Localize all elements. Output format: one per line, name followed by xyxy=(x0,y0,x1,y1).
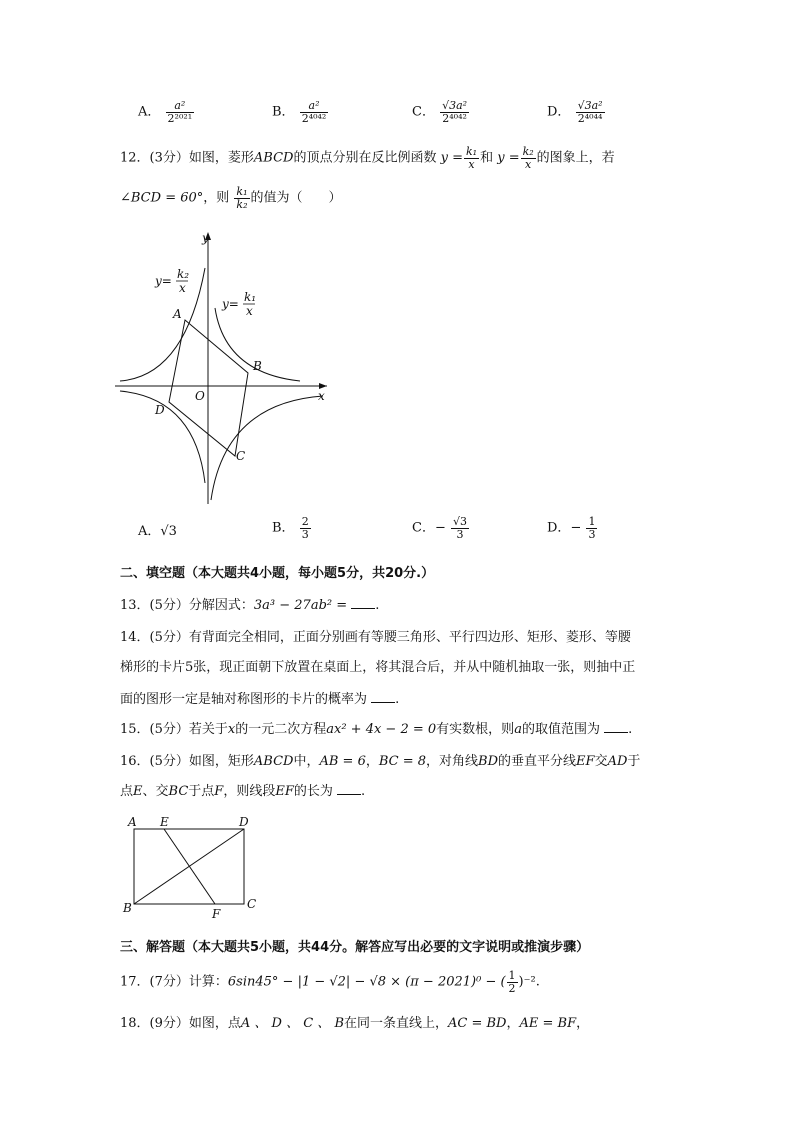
label-a: A xyxy=(128,815,137,829)
q13-answer-blank[interactable] xyxy=(351,597,375,609)
q14-answer-blank[interactable] xyxy=(371,691,395,703)
label-c: C xyxy=(247,897,257,911)
q11-option-b: B． $\frac{\text{a²}}{\text{2⁴⁰⁴²}}$ xyxy=(272,99,327,125)
q17: 17．(7分）计算：6sin45° − |1 − √2| − √8 × (π − 2021)⁰ − ( $\frac{1}{2}$ )⁻². xyxy=(120,969,540,995)
segment-ef xyxy=(164,829,215,904)
q14-line3: 面的图形一定是轴对称图形的卡片的概率为 . xyxy=(120,692,400,707)
label-y: y xyxy=(202,231,209,245)
q16-figure xyxy=(118,812,268,922)
section-2-heading: 二、填空题（本大题共4小题，每小题5分，共20分.） xyxy=(120,566,435,581)
q12-line2: ∠BCD = 60°，则 $\frac{\text{k₁}}{\text{k₂}}$ 的值为（ ） xyxy=(120,185,342,211)
q15: 15．(5分）若关于x的一元二次方程ax² + 4x − 2 = 0有实数根，则a的取值范围为 . xyxy=(120,722,633,737)
curve-label-2-num: k₁ xyxy=(244,290,257,304)
label-o: O xyxy=(195,389,205,403)
label-d: D xyxy=(155,403,165,417)
q12-option-b: B． $\frac{2}{3}$ xyxy=(272,515,309,541)
label-c: C xyxy=(236,449,246,463)
label-a: A xyxy=(173,307,182,321)
section-3-heading: 三、解答题（本大题共5小题，共44分。解答应写出必要的文字说明或推演步骤） xyxy=(120,940,590,955)
q11-option-c: C． $\frac{\text{√3a²}}{\text{2⁴⁰⁴²}}$ xyxy=(412,99,468,125)
q16-line2: 点E、交BC于点F，则线段EF的长为 . xyxy=(120,784,366,799)
curve-label-2-den: x xyxy=(246,304,253,318)
curve-label-1-num: k₂ xyxy=(177,267,190,281)
q13: 13．(5分）分解因式：3a³ − 27ab² = . xyxy=(120,598,380,613)
label-b: B xyxy=(123,901,132,915)
label-b: B xyxy=(253,359,262,373)
q16-answer-blank[interactable] xyxy=(337,783,361,795)
q11-option-a: A． $\frac{\text{a²}}{\text{2²⁰²¹}}$ xyxy=(138,99,193,125)
label-f: F xyxy=(212,907,221,921)
curve-label-1-lhs: y= xyxy=(155,274,172,288)
curve-label-1-den: x xyxy=(179,281,186,295)
q11-option-d: D． $\frac{\text{√3a²}}{\text{2⁴⁰⁴⁴}}$ xyxy=(547,99,603,125)
q16-line1: 16．(5分）如图，矩形ABCD中，AB = 6，BC = 8，对角线BD的垂直平分线EF交AD于 xyxy=(120,754,641,769)
q14-line1: 14．(5分）有背面完全相同，正面分别画有等腰三角形、平行四边形、矩形、菱形、等腰 xyxy=(120,630,631,645)
q14-line2: 梯形的卡片5张，现正面朝下放置在桌面上，将其混合后，并从中随机抽取一张，则抽中正 xyxy=(120,660,636,675)
curve-label-2-lhs: y= xyxy=(222,297,239,311)
q12-option-a: A．√3 xyxy=(138,524,177,539)
q12-line1: 12．(3分）如图，菱形ABCD的顶点分别在反比例函数 y = $\frac{\text{k₁}}{x}$ 和 y = $\frac{\text{k₂}}{x}$ 的图象上，若 xyxy=(120,145,615,171)
label-x: x xyxy=(318,389,325,403)
curve-k2-quadrant-4 xyxy=(211,396,323,500)
q12-option-c: C．− $\frac{√3}{3}$ xyxy=(412,515,468,541)
q18: 18．(9分）如图，点A 、 D 、 C 、 B在同一条直线上，AC = BD，AE = BF， xyxy=(120,1016,590,1031)
label-e: E xyxy=(160,815,169,829)
q12-option-d: D．− $\frac{1}{3}$ xyxy=(547,515,596,541)
label-d: D xyxy=(239,815,249,829)
q12-figure xyxy=(115,228,335,508)
q15-answer-blank[interactable] xyxy=(604,721,628,733)
